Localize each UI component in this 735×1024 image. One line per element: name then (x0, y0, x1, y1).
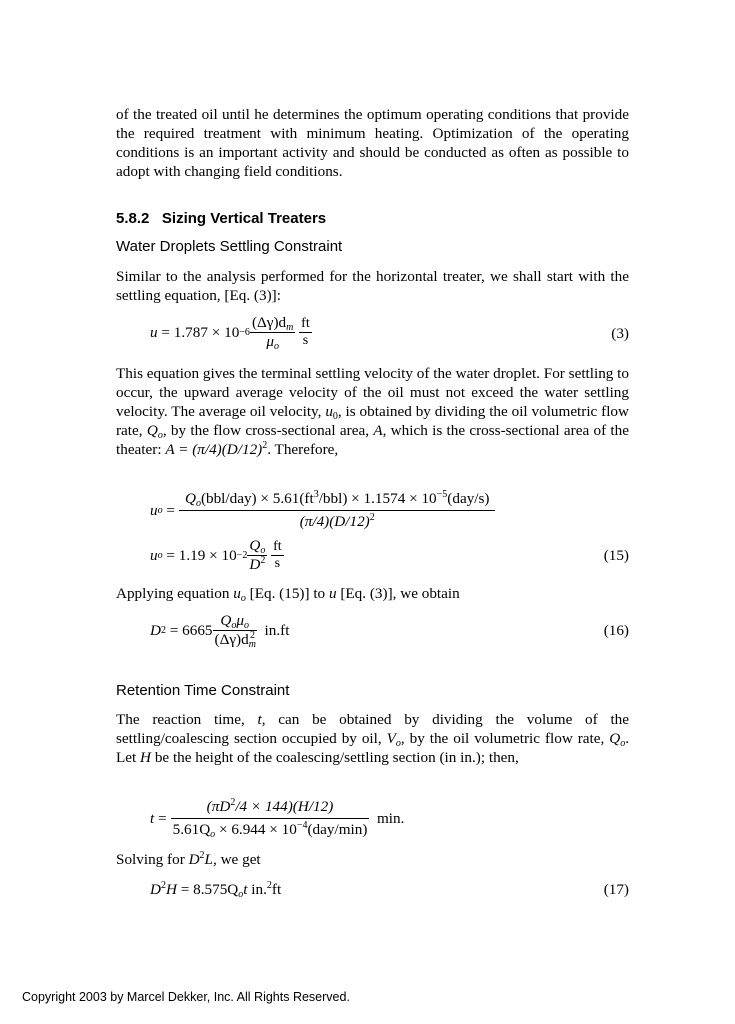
eq17-unit: in. (247, 881, 267, 898)
eqt-fraction (171, 798, 370, 839)
equo-num-b: (bbl/day) × 5.61(ft (200, 490, 314, 507)
equo-num-a-sub: o (195, 498, 201, 509)
equo-num-d: (day/s) (447, 490, 490, 507)
eq3-lhs: u (150, 323, 158, 341)
ps-t1: Solving for (116, 851, 189, 868)
ps-v1b: L (204, 851, 213, 868)
eqt-unit: min. (376, 809, 405, 827)
eq15-coef: 1.19 × 10 (178, 546, 237, 564)
eq16-den-sub: m (248, 639, 256, 650)
eq17-rhs-b: t (243, 881, 248, 898)
eq3-coef: 1.787 × 10 (173, 323, 240, 341)
eq17-unit-sup: 2 (266, 880, 272, 891)
pa-t2: [Eq. (15)] to (245, 585, 329, 602)
equation-17: $D^2H = 8.575Q_ot$ in.$^2$ft (150, 880, 282, 900)
equo-num-b-sup: 3 (313, 489, 319, 500)
equation-t: t = $\frac{(\pi D^2/4 \times 144)(H/12)}{5.61Q_o \times 6.944 \times 10^{-4}(day/\min)}$ min. (150, 797, 405, 840)
pr-v2: V (386, 730, 396, 747)
equo-lhs-sub: o (157, 504, 163, 516)
eq17-rhs-sub: o (238, 889, 244, 900)
pr-v3: Q (609, 730, 621, 747)
paragraph-retention (116, 710, 629, 767)
eq3-unit-den: s (299, 332, 312, 349)
pr-t1: The reaction time, (116, 711, 258, 728)
equation-15: u o = 1.19 × 10 −2 $\frac{Q_o}{D^2}$ $\frac{ft}{s}$ (150, 537, 282, 573)
eqt-num-b: /4 × 144)(H/12) (235, 798, 334, 815)
ps-v1: D (188, 851, 200, 868)
pv-t2: , is obtained by dividing the oil volumetric flow rate, (116, 403, 629, 439)
eq16-num-sub: o (231, 620, 237, 631)
ps-t2: , we get (213, 851, 261, 868)
eqt-num-a-sup: 2 (230, 797, 236, 808)
eqt-den-c: (day/min) (307, 821, 368, 838)
pr-t5: be the height of the coalescing/settling section (in in.); then, (151, 749, 519, 766)
pv-formula: A = (π/4)(D/12) (165, 441, 263, 458)
pr-v4: H (140, 749, 152, 766)
pa-v2: u (328, 585, 337, 602)
paragraph-applying (116, 584, 629, 603)
eqt-num-a: (πD (206, 798, 231, 815)
pr-v3-sub: o (620, 738, 626, 749)
equo-num-c: /bbl) × 1.1574 × 10 (318, 490, 437, 507)
eq15-den: D (249, 556, 261, 573)
eq15-lhs-sub: o (157, 549, 163, 561)
eq3-unit-fraction (299, 316, 312, 349)
eqt-den-b: × 6.944 × 10 (215, 821, 297, 838)
eq17-lhs-b: H (165, 881, 177, 898)
pv-v1: u (325, 403, 333, 420)
subsection-heading-retention: Retention Time Constraint (116, 682, 290, 699)
pv-t5: . Therefore, (267, 441, 339, 458)
section-number: 5.8.2 (116, 210, 150, 227)
pr-t2: , can be obtained by dividing the volume of the settling/coalescing section occupied by oil, (116, 711, 629, 747)
pv-t1: This equation gives the terminal settling velocity of the water droplet. For settling to occur, the upward average velocity of the oil must not exceed the water settling velocity. The average oil velocity, (116, 365, 629, 420)
eq17-unit-b: ft (271, 881, 282, 898)
pa-v1-sub: o (240, 593, 246, 604)
eq16-num2: μ (236, 612, 245, 629)
paragraph-velocity (116, 364, 629, 459)
pr-v2-sub: o (395, 738, 401, 749)
eq16-unit: in.ft (264, 621, 290, 639)
eq3-fraction (250, 314, 295, 351)
eq16-coef: 6665 (182, 621, 213, 639)
equo-num-a: Q (184, 490, 196, 507)
eq15-lhs: u (150, 546, 158, 564)
eq15-den-sup: 2 (260, 555, 266, 566)
eq3-num: (Δγ)d (251, 314, 287, 331)
equo-den-sup: 2 (369, 512, 375, 523)
eq3-num-sub: m (286, 322, 294, 333)
equation-3: u = 1.787 × 10 −6 $\frac{(\Delta\gamma)d_m}{\mu_o}$ $\frac{ft}{s}$ (150, 314, 310, 352)
eq16-num2-sub: o (244, 620, 250, 631)
equation-3-number: (3) (611, 325, 629, 342)
eq3-den: μ (266, 333, 274, 350)
eq3-den-sub: o (273, 341, 279, 352)
pv-t3: , by the flow cross-sectional area, (162, 422, 374, 439)
paragraph-solving (116, 850, 629, 869)
equation-16: D 2 = 6665 $\frac{Q_o\mu_o}{(\Delta\gamma)d_m^2}$ in.ft (150, 612, 290, 650)
pr-v1: t (257, 711, 262, 728)
eq15-num-sub: o (260, 545, 266, 556)
eq3-unit-num: ft (301, 316, 310, 331)
equo-fraction (179, 490, 496, 531)
eq16-num: Q (220, 612, 232, 629)
eq15-unit-num: ft (273, 539, 282, 554)
equation-15-number: (15) (603, 547, 629, 564)
pv-t4: , which is the cross-sectional area of the theater: (116, 422, 629, 458)
subsection-heading-settling: Water Droplets Settling Constraint (116, 238, 343, 255)
eq15-unit-fraction (271, 539, 284, 572)
equation-16-number: (16) (603, 622, 629, 639)
pv-formula-sup: 2 (262, 440, 268, 451)
eqt-den-a: 5.61Q (172, 821, 211, 838)
eq17-lhs: D (150, 881, 161, 898)
equo-den: (π/4)(D/12) (299, 513, 370, 530)
eq16-den-sup: 2 (249, 630, 255, 641)
pv-v3: A (373, 422, 383, 439)
equation-17-number: (17) (603, 881, 629, 898)
pr-t3: , by the oil volumetric flow rate, (400, 730, 610, 747)
pa-v1: u (233, 585, 241, 602)
pr-t4: . Let (116, 730, 629, 766)
pv-v2-sub: o (157, 430, 163, 441)
equo-lhs: u (150, 501, 158, 519)
eq17-lhs-sup: 2 (160, 880, 166, 891)
equation-uo: u o = $\frac{Q_o(bbl/day) \times 5.61(ft^3/bbl) \times 1.1574 \times 10^{-5}(day/s)}{(\pi/4)(D/12)^2}$ (150, 490, 495, 531)
eq15-unit-den: s (271, 555, 284, 572)
eq17-rhs: 8.575Q (193, 881, 239, 898)
pv-v2: Q (146, 422, 158, 439)
ps-v1-sup: 2 (199, 850, 205, 861)
pa-t1: Applying equation (116, 585, 234, 602)
eqt-lhs: t (150, 809, 155, 827)
eq15-num: Q (249, 537, 261, 554)
pa-t3: [Eq. (3)], we obtain (336, 585, 460, 602)
copyright-notice: Copyright 2003 by Marcel Dekker, Inc. All Rights Reserved. (22, 990, 350, 1004)
eq16-fraction (213, 612, 257, 649)
eqt-den-b-sup: −4 (296, 820, 308, 831)
pv-v1-sub: 0 (332, 411, 338, 422)
eq15-fraction (247, 537, 267, 574)
eq16-lhs: D (150, 621, 161, 639)
section-heading (116, 210, 326, 227)
eqt-den-a-sub: o (210, 829, 216, 840)
intro-paragraph: of the treated oil until he determines the optimum operating conditions that provide the required treatment with minimum heating. Optimization of the operating conditions is an important activity and should be conducted as often as possible to adopt with changing field conditions. (116, 106, 629, 180)
equo-num-c-sup: −5 (436, 489, 448, 500)
paragraph-settling: Similar to the analysis performed for the horizontal treater, we shall start with the settling equation, [Eq. (3)]: (116, 268, 629, 304)
section-title: Sizing Vertical Treaters (161, 210, 327, 227)
eq16-den: (Δγ)d (214, 631, 249, 648)
